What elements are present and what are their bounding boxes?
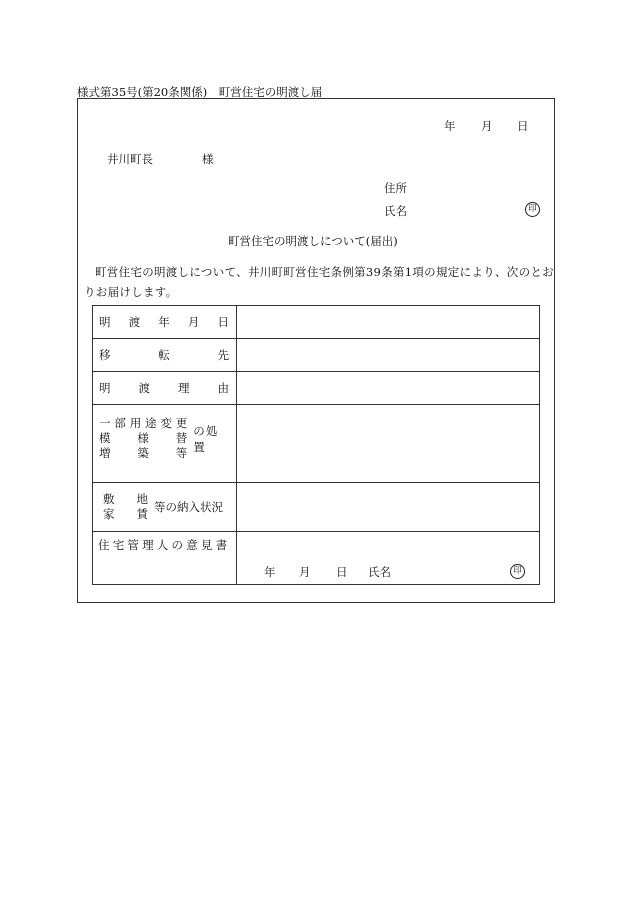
reason-field[interactable] bbox=[237, 372, 540, 405]
modifications-field[interactable] bbox=[237, 405, 540, 483]
row-label-payment-status: 敷 地 家 賃 等の納入状況 bbox=[93, 483, 237, 532]
row-label-manager-opinion: 住宅管理人の意見書 bbox=[98, 538, 231, 552]
table-row bbox=[93, 372, 540, 405]
row-label-reason: 明 渡 理 由 bbox=[93, 372, 237, 405]
opinion-day: 日 bbox=[336, 565, 348, 579]
row-label-modifications: 一 部 用 途 変 更 模 様 替 増 築 等 の処置 bbox=[93, 405, 237, 483]
details-table bbox=[92, 305, 540, 585]
opinion-month: 月 bbox=[299, 565, 311, 579]
table-row bbox=[93, 483, 540, 532]
payment-status-field[interactable] bbox=[237, 483, 540, 532]
date-year: 年 bbox=[444, 119, 456, 133]
seal-icon: 印 bbox=[525, 202, 540, 217]
name-label: 氏名 bbox=[384, 204, 407, 218]
manager-opinion-cell[interactable] bbox=[93, 532, 540, 585]
new-address-field[interactable] bbox=[237, 339, 540, 372]
date-month: 月 bbox=[481, 119, 493, 133]
seal-icon: 印 bbox=[510, 564, 525, 579]
addressee-honorific: 様 bbox=[202, 152, 214, 166]
move-out-date-field[interactable] bbox=[237, 306, 540, 339]
form-label: 様式第35号(第20条関係) 町営住宅の明渡し届 bbox=[77, 85, 323, 99]
table-row bbox=[93, 405, 540, 483]
table-row bbox=[93, 339, 540, 372]
cell-divider bbox=[236, 532, 237, 584]
opinion-name-label: 氏名 bbox=[368, 565, 391, 579]
table-row bbox=[93, 306, 540, 339]
document-title: 町営住宅の明渡しについて(届出) bbox=[228, 234, 398, 248]
table-row bbox=[93, 532, 540, 585]
opinion-year: 年 bbox=[264, 565, 276, 579]
addressee-name: 井川町長 bbox=[107, 152, 153, 166]
date-day: 日 bbox=[517, 119, 529, 133]
body-text: 町営住宅の明渡しについて、井川町町営住宅条例第39条第1項の規定により、次のとおりお届けします。 bbox=[84, 265, 554, 299]
row-label-move-out-date: 明 渡 年 月 日 bbox=[93, 306, 237, 339]
address-label: 住所 bbox=[384, 181, 407, 195]
row-label-new-address: 移 転 先 bbox=[93, 339, 237, 372]
